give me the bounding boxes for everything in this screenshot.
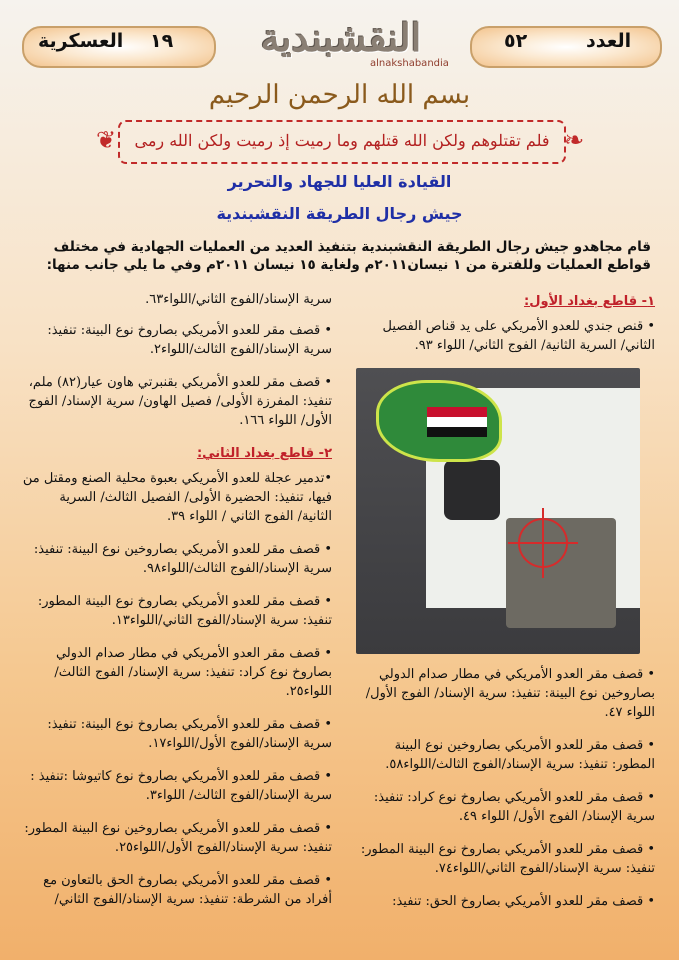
page-subtitle: جيش رجال الطريقة النقشبندية: [216, 204, 463, 223]
header-left-number: ١٩: [150, 30, 174, 52]
list-item: • قصف مقر للعدو الأمريكي بصاروخين نوع البينة المطور: تنفيذ: سرية الإسناد/الفوج الثالث/اللواء٥٨.: [385, 738, 655, 772]
list-item: •تدمير عجلة للعدو الأمريكي بعبوة محلية الصنع ومقتل من فيها، تنفيذ: الحضيرة الأولى/ الفصيل الثالث/ السرية الثانية/ الفوج الثاني / اللواء ٣٩.: [22, 471, 332, 524]
emblem-logo: [376, 380, 502, 462]
intro-paragraph: قام مجاهدو جيش رجال الطريقة النقشبندية بتنفيذ العديد من العمليات الجهادية في مختلف قواطع العمليات وللفترة من ١ نيسان٢٠١١م ولغاية ١٥ نيسان ٢٠١١م وفي ما يلي جانب منها:: [46, 239, 651, 273]
section-heading-baghdad-2: ٢- قاطع بغداد الثاني:: [196, 446, 332, 461]
operation-photo: [356, 368, 640, 654]
flag-icon: [427, 407, 487, 437]
header-left-label: العسكرية: [38, 30, 124, 52]
list-item: • قصف مقر للعدو الأمريكي بصاروخ نوع البينة: تنفيذ: سرية الإسناد/الفوج الأول/اللواء١٧.: [47, 717, 332, 751]
masthead-logo: النقشبندية: [260, 15, 422, 60]
header-right-label: العدد: [586, 30, 632, 52]
quran-verse: فلم تقتلوهم ولكن الله قتلهم وما رميت إذ رميت ولكن الله رمى: [118, 120, 566, 164]
list-item: • قصف مقر للعدو الأمريكي بصاروخ نوع البينة المطور: تنفيذ: سرية الإسناد/الفوج الثاني/اللواء٧٤.: [360, 842, 655, 876]
list-item: • قصف مقر العدو الأمريكي في مطار صدام الدولي بصاروخين نوع البينة: تنفيذ: سرية الإسناد/ الفوج الأول/ اللواء ٤٧.: [365, 667, 655, 720]
list-item: • قصف مقر للعدو الأمريكي بصاروخ نوع البينة: تنفيذ: سرية الإسناد/الفوج الثالث/اللواء٢.: [47, 323, 332, 357]
basmala: بسم الله الرحمن الرحيم: [208, 80, 471, 110]
section-heading-baghdad-1: ١- قاطع بغداد الأول:: [524, 294, 655, 309]
list-item: • قصف مقر للعدو الأمريكي بصاروخ الحق بالتعاون مع أفراد من الشرطة: تنفيذ: سرية الإسناد/الفوج الثاني/: [43, 873, 332, 907]
page-title: القيادة العليا للجهاد والتحرير: [227, 172, 452, 191]
list-item: • قصف مقر للعدو الأمريكي بصاروخ الحق: تنفيذ:: [392, 894, 655, 909]
list-item: • قصف مقر العدو الأمريكي في مطار صدام الدولي بصاروخ نوع كراد: تنفيذ: سرية الإسناد/ الفوج الثالث/ اللواء٢٥.: [54, 646, 332, 699]
flourish-right-icon: ❧: [564, 126, 585, 154]
list-item: • قنص جندي للعدو الأمريكي على يد قناص الفصيل الثاني/ السرية الثانية/ الفوج الثاني/ اللواء ٩٣.: [382, 319, 655, 353]
list-item: • قصف مقر للعدو الأمريكي بقنبرتي هاون عيار(٨٢) ملم، تنفيذ: المفرزة الأولى/ فصيل الهاون/ سرية الإسناد/ الفوج الأول/ اللواء ١٦٦.: [28, 375, 332, 428]
crosshair-icon: [518, 518, 568, 568]
flourish-left-icon: ❦: [96, 126, 117, 154]
header-right-number: ٥٢: [504, 30, 528, 52]
left-column: [22, 290, 332, 923]
list-item: • قصف مقر للعدو الأمريكي بصاروخين نوع البينة المطور: تنفيذ: سرية الإسناد/الفوج الأول/اللواء٢٥.: [24, 821, 332, 855]
list-item: • قصف مقر للعدو الأمريكي بصاروخ نوع كاتيوشا :تنفيذ : سرية الإسناد/الفوج الثالث/ اللواء٣.: [30, 769, 332, 803]
photo-mirror: [444, 460, 500, 520]
list-item: سرية الإسناد/الفوج الثاني/اللواء٦٣.: [145, 292, 332, 307]
masthead-subtitle: alnakshabandia: [370, 58, 449, 69]
list-item: • قصف مقر للعدو الأمريكي بصاروخ نوع كراد: تنفيذ: سرية الإسناد/ الفوج الأول/ اللواء ٤٩.: [373, 790, 655, 824]
header-right-banner: [470, 26, 662, 68]
list-item: • قصف مقر للعدو الأمريكي بصاروخ نوع البينة المطور: تنفيذ: سرية الإسناد/الفوج الثاني/اللواء١٣.: [37, 594, 332, 628]
list-item: • قصف مقر للعدو الأمريكي بصاروخين نوع البينة: تنفيذ: سرية الإسناد/الفوج الثالث/اللواء٩٨.: [33, 542, 332, 576]
